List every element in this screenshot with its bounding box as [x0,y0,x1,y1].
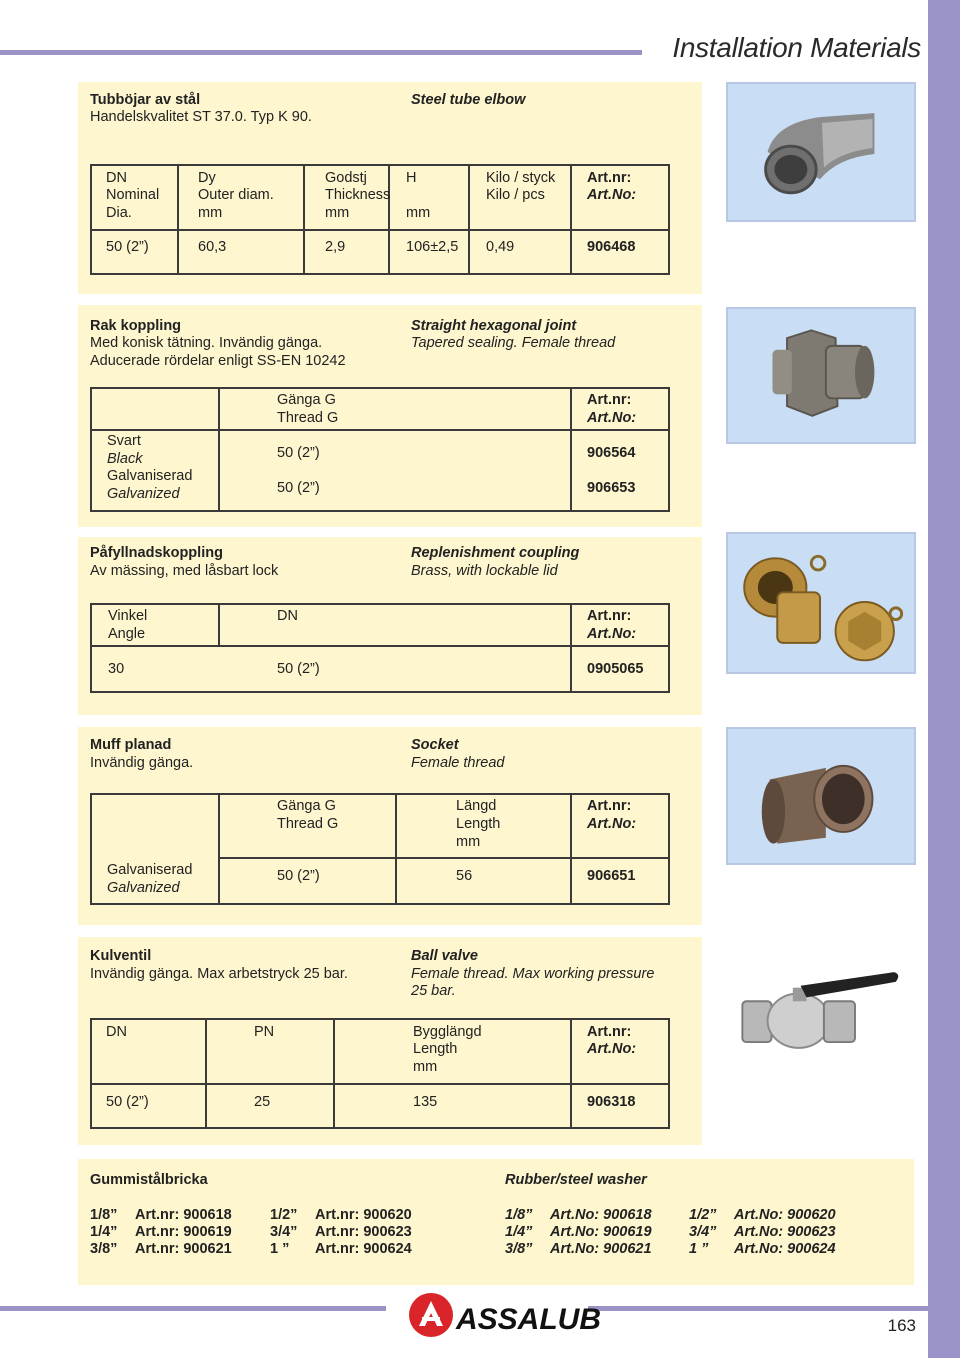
table-divider [303,164,305,275]
col-header-weight: Kilo / styck [486,170,556,186]
cell-art: 0905065 [587,661,644,677]
washer-art: Art.nr: 900619 [135,1224,232,1240]
cell-dn: 50 (2”) [277,661,320,677]
col-header-thread: Thread G [277,410,339,426]
washer-size: 3/4” [270,1224,298,1240]
col-header-length: Längd [456,798,497,814]
valve-table [90,1018,670,1129]
footer-rule-left [0,1306,386,1311]
col-header-thickness: Thickness [325,187,391,203]
coupling-line1-sv: Av mässing, med låsbart lock [90,563,279,579]
col-header-length: Length [413,1041,458,1057]
washer-size: 1/4” [90,1224,118,1240]
col-header-art: Art.No: [587,187,637,203]
coupling-table [90,603,670,693]
joint-line1-sv: Med konisk tätning. Invändig gänga. [90,335,323,351]
valve-line1-sv: Invändig gänga. Max arbetstryck 25 bar. [90,966,348,982]
washer-art: Art.nr: 900621 [135,1241,232,1257]
table-divider [90,429,670,431]
washer-art: Art.No: 900620 [734,1207,836,1223]
page-number: 163 [887,1316,916,1335]
washer-size: 1/4” [505,1224,533,1240]
valve-line2-en: 25 bar. [411,983,456,999]
table-divider [395,793,397,905]
table-divider [570,793,572,905]
col-header-art: Art.nr: [587,798,632,814]
cell-art: 906653 [587,480,636,496]
cell-art: 906468 [587,239,636,255]
washer-size: 1/8” [90,1207,118,1223]
table-divider [570,1018,572,1129]
washer-size: 3/4” [689,1224,717,1240]
col-header-thread: Thread G [277,816,339,832]
washer-size: 1 ” [270,1241,290,1257]
col-header-dy: Dy [198,170,216,186]
washer-art: Art.No: 900621 [550,1241,652,1257]
table-divider [333,1018,335,1129]
cell-art: 906564 [587,445,636,461]
washer-title-sv: Gummistålbricka [90,1172,208,1188]
col-header-angle: Angle [108,626,146,642]
coupling-title-en: Replenishment coupling [411,545,580,561]
steel-elbow-image [728,84,914,220]
table-divider [468,164,470,275]
col-header-art: Art.nr: [587,170,632,186]
col-header-dn: Nominal [106,187,160,203]
table-divider [218,857,670,859]
right-accent-bar [928,0,960,1358]
washer-art: Art.nr: 900620 [315,1207,412,1223]
table-divider [570,387,572,512]
washer-size: 1/2” [270,1207,298,1223]
socket-image [728,729,914,863]
joint-line1-en: Tapered sealing. Female thread [411,335,616,351]
cell-dn: 50 (2”) [106,239,149,255]
cell-thread: 50 (2”) [277,868,320,884]
col-header-dn: DN [277,608,298,624]
cell-length: 56 [456,868,473,884]
col-header-thread: Gänga G [277,798,336,814]
cell-length: 135 [413,1094,438,1110]
col-header-art: Art.No: [587,626,637,642]
valve-title-sv: Kulventil [90,948,152,964]
col-header-length: Bygglängd [413,1024,482,1040]
col-header-dn: DN [106,1024,127,1040]
washer-art: Art.No: 900624 [734,1241,836,1257]
socket-line1-en: Female thread [411,755,505,771]
col-header-h: mm [406,205,431,221]
col-header-length: mm [413,1059,438,1075]
washer-size: 3/8” [505,1241,533,1257]
col-header-pn: PN [254,1024,275,1040]
assalub-logo-icon [408,1292,602,1338]
table-divider [570,603,572,693]
coupling-photo [726,532,916,674]
washer-art: Art.No: 900623 [734,1224,836,1240]
col-header-art: Art.nr: [587,608,632,624]
elbow-title-en: Steel tube elbow [411,92,526,108]
brass-coupling-image [728,534,914,672]
col-header-dy: Outer diam. [198,187,274,203]
row-label: Galvanized [107,880,180,896]
valve-title-en: Ball valve [411,948,478,964]
cell-dn: 50 (2”) [106,1094,149,1110]
col-header-dn: DN [106,170,127,186]
hex-joint-image [728,309,914,442]
col-header-length: mm [456,834,481,850]
logo-wordmark: ASSALUB [456,1303,602,1336]
washer-size: 1 ” [689,1241,709,1257]
joint-title-en: Straight hexagonal joint [411,318,577,334]
table-divider [90,1083,670,1085]
ball-valve-image [728,943,914,1077]
col-header-art: Art.No: [587,1041,637,1057]
header-rule [0,50,642,55]
cell-weight: 0,49 [486,239,515,255]
col-header-dy: mm [198,205,223,221]
table-divider [218,793,220,905]
cell-thread: 50 (2”) [277,480,320,496]
footer-rule-right [588,1306,928,1311]
joint-title-sv: Rak koppling [90,318,182,334]
col-header-weight: Kilo / pcs [486,187,545,203]
col-header-thread: Gänga G [277,392,336,408]
table-divider [570,164,572,275]
row-label: Svart [107,433,141,449]
coupling-title-sv: Påfyllnadskoppling [90,545,223,561]
col-header-h: H [406,170,417,186]
cell-angle: 30 [108,661,125,677]
cell-art: 906651 [587,868,636,884]
washer-art: Art.nr: 900623 [315,1224,412,1240]
elbow-title-sv: Tubböjar av stål [90,92,201,108]
page-title: Installation Materials [672,32,921,63]
table-divider [177,164,179,275]
washer-art: Art.No: 900618 [550,1207,652,1223]
coupling-line1-en: Brass, with lockable lid [411,563,558,579]
col-header-art: Art.nr: [587,1024,632,1040]
elbow-photo [726,82,916,222]
cell-pn: 25 [254,1094,271,1110]
cell-dy: 60,3 [198,239,227,255]
valve-photo [726,941,916,1079]
cell-thickness: 2,9 [325,239,346,255]
washer-size: 1/8” [505,1207,533,1223]
socket-title-sv: Muff planad [90,737,172,753]
col-header-dn: Dia. [106,205,132,221]
row-label: Galvaniserad [107,468,193,484]
cell-thread: 50 (2”) [277,445,320,461]
row-label: Black [107,451,143,467]
col-header-thickness: Godstj [325,170,367,186]
socket-title-en: Socket [411,737,459,753]
cell-art: 906318 [587,1094,636,1110]
col-header-length: Length [456,816,501,832]
elbow-subtitle-sv: Handelskvalitet ST 37.0. Typ K 90. [90,109,312,125]
washer-art: Art.No: 900619 [550,1224,652,1240]
col-header-thickness: mm [325,205,350,221]
joint-photo [726,307,916,444]
washer-size: 3/8” [90,1241,118,1257]
col-header-art: Art.nr: [587,392,632,408]
row-label: Galvaniserad [107,862,193,878]
cell-h: 106±2,5 [406,239,459,255]
table-divider [205,1018,207,1129]
col-header-art: Art.No: [587,816,637,832]
washer-art: Art.nr: 900618 [135,1207,232,1223]
table-divider [218,603,220,646]
col-header-angle: Vinkel [108,608,148,624]
table-divider [388,164,390,275]
col-header-art: Art.No: [587,410,637,426]
table-divider [218,387,220,512]
socket-photo [726,727,916,865]
washer-art: Art.nr: 900624 [315,1241,412,1257]
joint-line2-sv: Aducerade rördelar enligt SS-EN 10242 [90,353,346,369]
socket-line1-sv: Invändig gänga. [90,755,194,771]
washer-title-en: Rubber/steel washer [505,1172,647,1188]
row-label: Galvanized [107,486,180,502]
valve-line1-en: Female thread. Max working pressure [411,966,655,982]
washer-size: 1/2” [689,1207,717,1223]
assalub-logo [408,1292,602,1338]
table-divider [90,645,670,647]
